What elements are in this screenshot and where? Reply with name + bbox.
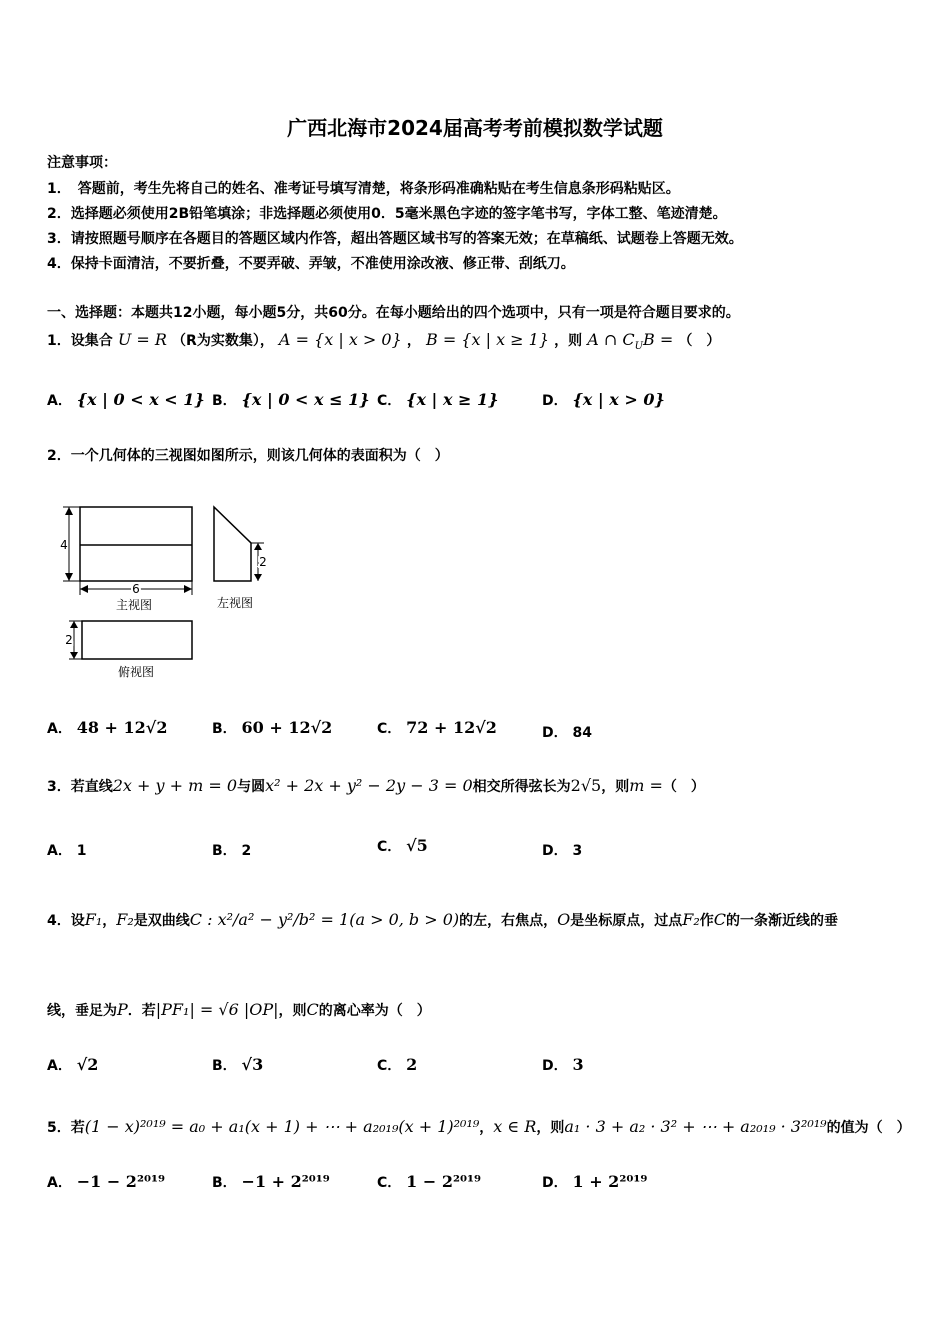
q3-option-d: D． 3: [542, 843, 583, 859]
q1-option-a: A． {x | 0 < x < 1}: [47, 390, 205, 409]
notice-item: 2．选择题必须使用2B铅笔填涂；非选择题必须使用0．5毫米黑色字迹的签字笔书写，字体工整、笔迹清楚。: [47, 206, 727, 222]
dim-label-4: 4: [60, 538, 68, 552]
q1-paren-blank: （ ）: [678, 333, 721, 349]
section-heading: 一、选择题：本题共12小题，每小题5分，共60分。在每小题给出的四个选项中，只有一项是符合题目要求的。: [47, 305, 740, 321]
question-5: 5．若(1 − x)²⁰¹⁹ = a₀ + a₁(x + 1) + ⋯ + a₂₀₁₉(x + 1)²⁰¹⁹，x ∈ R，则a₁ · 3 + a₂ · 3² + ⋯ + a₂₀₁₉ · 3²⁰¹⁹的值为（ ）: [47, 1117, 911, 1136]
q1-option-c: C． {x | x ≥ 1}: [377, 390, 499, 409]
q4-option-a: A． √2: [47, 1055, 99, 1074]
q4-option-b: B． √3: [212, 1055, 264, 1074]
q4-option-d: D． 3: [542, 1055, 584, 1074]
q1-set-b: B = {x | x ≥ 1}: [425, 330, 550, 349]
three-view-figure: [55, 495, 275, 685]
q5-option-a: A． −1 − 2²⁰¹⁹: [47, 1172, 165, 1191]
dim-label-6: 6: [132, 582, 140, 596]
q1-option-d: D． {x | x > 0}: [542, 390, 665, 409]
side-view-shape: [214, 507, 251, 581]
q2-option-b: B． 60 + 12√2: [212, 718, 333, 737]
page-title: 广西北海市2024届高考考前模拟数学试题: [287, 116, 663, 140]
q1-universe: U = R: [117, 330, 167, 349]
question-2: 2．一个几何体的三视图如图所示，则该几何体的表面积为（ ）: [47, 448, 449, 464]
q4-hyperbola: C : x²/a² − y²/b² = 1(a > 0, b > 0): [189, 910, 460, 929]
front-view-label: 主视图: [115, 598, 153, 612]
q3-option-b: B． 2: [212, 843, 252, 859]
q5-option-b: B． −1 + 2²⁰¹⁹: [212, 1172, 330, 1191]
top-view-label: 俯视图: [117, 665, 155, 679]
question-3: 3．若直线2x + y + m = 0与圆x² + 2x + y² − 2y − 3 = 0相交所得弦长为2√5，则m =（ ）: [47, 776, 705, 795]
question-1: 1．设集合 U = R （R为实数集）， A = {x | x > 0} ， B = {x | x ≥ 1} ，则 A ∩ $C_UB$ = （ ）: [47, 330, 721, 353]
q5-option-c: C． 1 − 2²⁰¹⁹: [377, 1172, 481, 1191]
q3-line: 2x + y + m = 0: [112, 776, 238, 795]
notice-heading: 注意事项：: [47, 155, 117, 171]
q3-chord: 2√5: [570, 776, 602, 795]
q3-option-c: C． √5: [377, 836, 428, 855]
q4-condition: |PF₁| = √6 |OP|: [155, 1000, 279, 1019]
dim-label-2-top: 2: [65, 633, 73, 647]
q5-expansion: (1 − x)²⁰¹⁹ = a₀ + a₁(x + 1) + ⋯ + a₂₀₁₉(x + 1)²⁰¹⁹: [84, 1117, 480, 1136]
q1-paren: （R为实数集），: [172, 333, 274, 349]
q2-option-d: D． 84: [542, 725, 592, 741]
top-view-rect: [82, 621, 192, 659]
question-4-line-1: 4．设F₁，F₂是双曲线C : x²/a² − y²/b² = 1(a > 0, b > 0)的左，右焦点，O是坐标原点，过点F₂作C的一条渐近线的垂: [47, 910, 839, 929]
notice-item: 1． 答题前，考生先将自己的姓名、准考证号填写清楚，将条形码准确粘贴在考生信息条形码粘贴区。: [47, 181, 680, 197]
q3-circle: x² + 2x + y² − 2y − 3 = 0: [265, 776, 473, 795]
q1-option-b: B． {x | 0 < x ≤ 1}: [212, 390, 370, 409]
q1-number: 1．设集合: [47, 333, 113, 349]
q5-option-d: D． 1 + 2²⁰¹⁹: [542, 1172, 648, 1191]
notice-item: 3．请按照题号顺序在各题目的答题区域内作答，超出答题区域书写的答案无效；在草稿纸、试题卷上答题无效。: [47, 231, 743, 247]
q2-option-a: A． 48 + 12√2: [47, 718, 168, 737]
q3-option-a: A． 1: [47, 843, 87, 859]
q2-option-c: C． 72 + 12√2: [377, 718, 497, 737]
front-view-rect: [80, 507, 192, 581]
q5-sum: a₁ · 3 + a₂ · 3² + ⋯ + a₂₀₁₉ · 3²⁰¹⁹: [564, 1117, 827, 1136]
notice-item: 4．保持卡面清洁，不要折叠，不要弄破、弄皱，不准使用涂改液、修正带、刮纸刀。: [47, 256, 575, 272]
side-view-label: 左视图: [216, 596, 254, 610]
q1-then: ，则: [554, 333, 583, 349]
q1-set-a: A = {x | x > 0}: [278, 330, 402, 349]
dim-label-2-side: 2: [259, 555, 267, 569]
q1-expression: A ∩ $C_UB$ =: [587, 330, 674, 353]
question-4-line-2: 线，垂足为P．若|PF₁| = √6 |OP|，则C的离心率为（ ）: [47, 1000, 431, 1019]
q4-option-c: C． 2: [377, 1055, 418, 1074]
